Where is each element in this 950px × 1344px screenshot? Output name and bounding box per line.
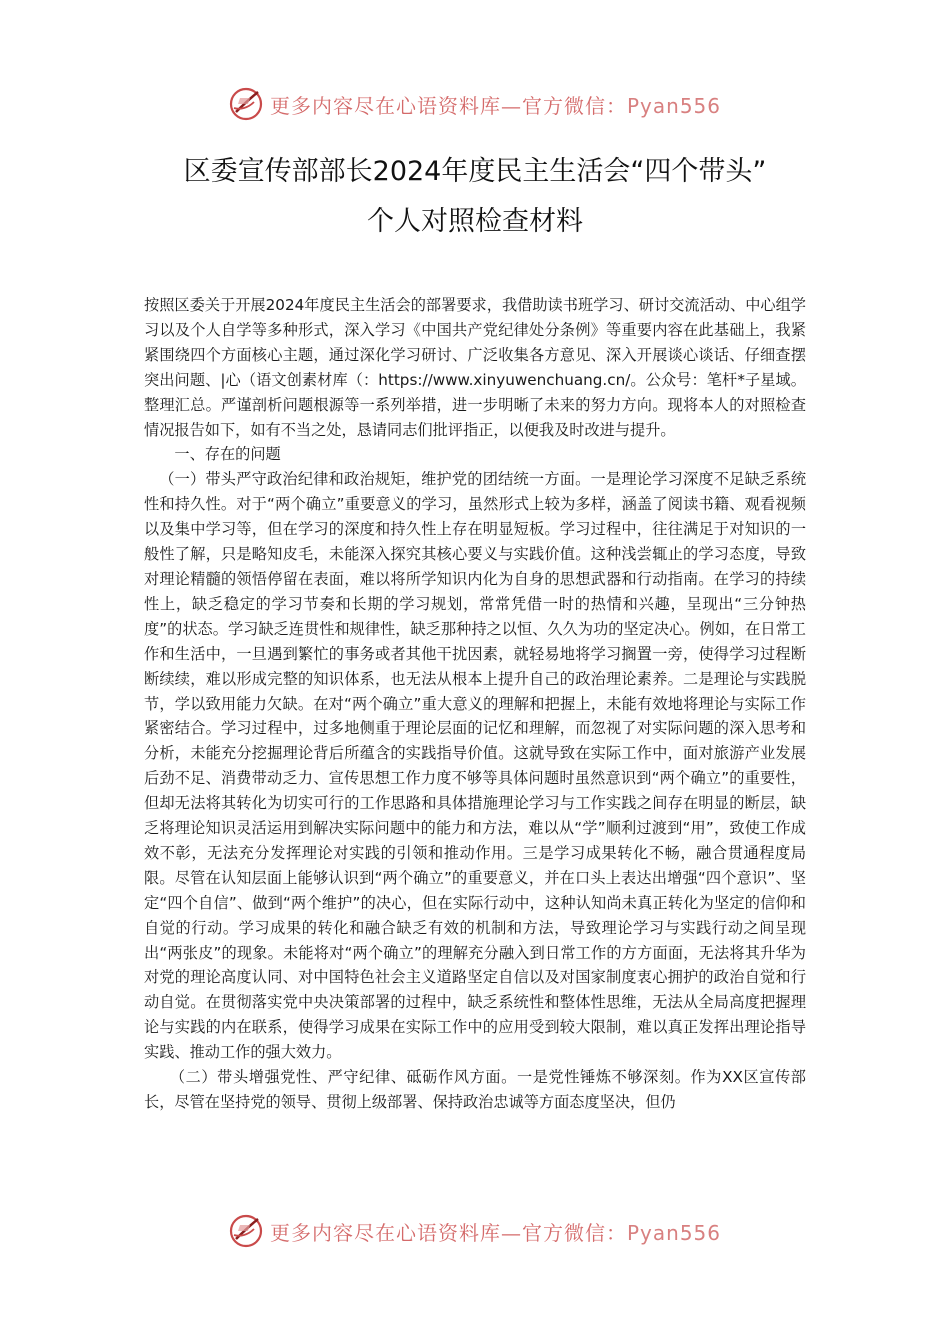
watermark-text: 更多内容尽在心语资料库—官方微信： (270, 93, 627, 118)
document-title-line2: 个人对照检查材料 (367, 206, 583, 237)
document-body (144, 293, 806, 1115)
document-title-line1: 区委宣传部部长2024年度民主生活会“四个带头” (183, 156, 767, 187)
body-paragraph-1: （一）带头严守政治纪律和政治规矩，维护党的团结统一方面。一是理论学习深度不足缺乏系统性和持久性。对于“两个确立”重要意义的学习，虽然形式上较为多样，涵盖了阅读书籍、观看视频以及集中学习等，但在学习的深度和持久性上存在明显短板。学习过程中，往往满足于对知识的一般性了解，只是略知皮毛，未能深入探究其核心要义与实践价值。这种浅尝辄止的学习态度，导致对理论精髓的领悟停留在表面，难以将所学知识内化为自身的思想武器和行动指南。在学习的持续性上，缺乏稳定的学习节奏和长期的学习规划，常常凭借一时的热情和兴趣，呈现出“三分钟热度”的状态。学习缺乏连贯性和规律性，缺乏那种持之以恒、久久为功的坚定决心。例如，在日常工作和生活中，一旦遇到繁忙的事务或者其他干扰因素，就轻易地将学习搁置一旁，使得学习过程断断续续，难以形成完整的知识体系，也无法从根本上提升自己的政治理论素养。二是理论与实践脱节，学以致用能力欠缺。在对“两个确立”重大意义的理解和把握上，未能有效地将理论与实际工作紧密结合。学习过程中，过多地侧重于理论层面的记忆和理解，而忽视了对实际问题的深入思考和分析，未能充分挖掘理论背后所蕴含的实践指导价值。这就导致在实际工作中，面对旅游产业发展后劲不足、消费带动乏力、宣传思想工作力度不够等具体问题时虽然意识到“两个确立”的重要性，但却无法将其转化为切实可行的工作思路和具体措施理论学习与工作实践之间存在明显的断层，缺乏将理论知识灵活运用到解决实际问题中的能力和方法，难以从“学”顺利过渡到“用”，致使工作成效不彰，无法充分发挥理论对实践的引领和推动作用。三是学习成果转化不畅，融合贯通程度局限。尽管在认知层面上能够认识到“两个确立”的重要意义，并在口头上表达出增强“四个意识”、坚定“四个自信”、做到“两个维护”的决心，但在实际行动中，这种认知尚未真正转化为坚定的信仰和自觉的行动。学习成果的转化和融合缺乏有效的机制和方法，导致理论学习与实践行动之间呈现出“两张皮”的现象。未能将对“两个确立”的理解充分融入到日常工作的方方面面，无法将其升华为对党的理论高度认同、对中国特色社会主义道路坚定自信以及对国家制度衷心拥护的政治自觉和行动自觉。在贯彻落实党中央决策部署的过程中，缺乏系统性和整体性思维，无法从全局高度把握理论与实践的内在联系，使得学习成果在实际工作中的应用受到较大限制，难以真正发挥出理论指导实践、推动工作的强大效力。 (144, 470, 806, 1062)
watermark-text: 更多内容尽在心语资料库—官方微信： (270, 1220, 627, 1245)
intro-paragraph: 按照区委关于开展2024年度民主生活会的部署要求，我借助读书班学习、研讨交流活动、中心组学习以及个人自学等多种形式，深入学习《中国共产党纪律处分条例》等重要内容在此基础上，我紧紧围绕四个方面核心主题，通过深化学习研讨、广泛收集各方意见、深入开展谈心谈话、仔细查摆突出问题、|心（语文创素材库（：https://www.xinyuwenchuang.cn/。公众号：笔杆*子星域。整理汇总。严谨剖析问题根源等一系列举措，进一步明晰了未来的努力方向。现将本人的对照检查情况报告如下，如有不当之处，恳请同志们批评指正，以便我及时改进与提升。 (144, 296, 806, 439)
pen-scroll-logo-icon (228, 1213, 264, 1249)
watermark-wechat-id: Pyan556 (627, 93, 722, 118)
body-paragraph-2: （二）带头增强党性、严守纪律、砥砺作风方面。一是党性锤炼不够深刻。作为XX区宣传部长，尽管在坚持党的领导、贯彻上级部署、保持政治忠诚等方面态度坚决，但仍 (144, 1068, 806, 1111)
footer-watermark (228, 1211, 728, 1251)
section-heading: 一、存在的问题 (174, 445, 281, 464)
pen-scroll-logo-icon (228, 86, 264, 122)
watermark-wechat-id: Pyan556 (627, 1220, 722, 1245)
header-watermark (228, 84, 728, 124)
